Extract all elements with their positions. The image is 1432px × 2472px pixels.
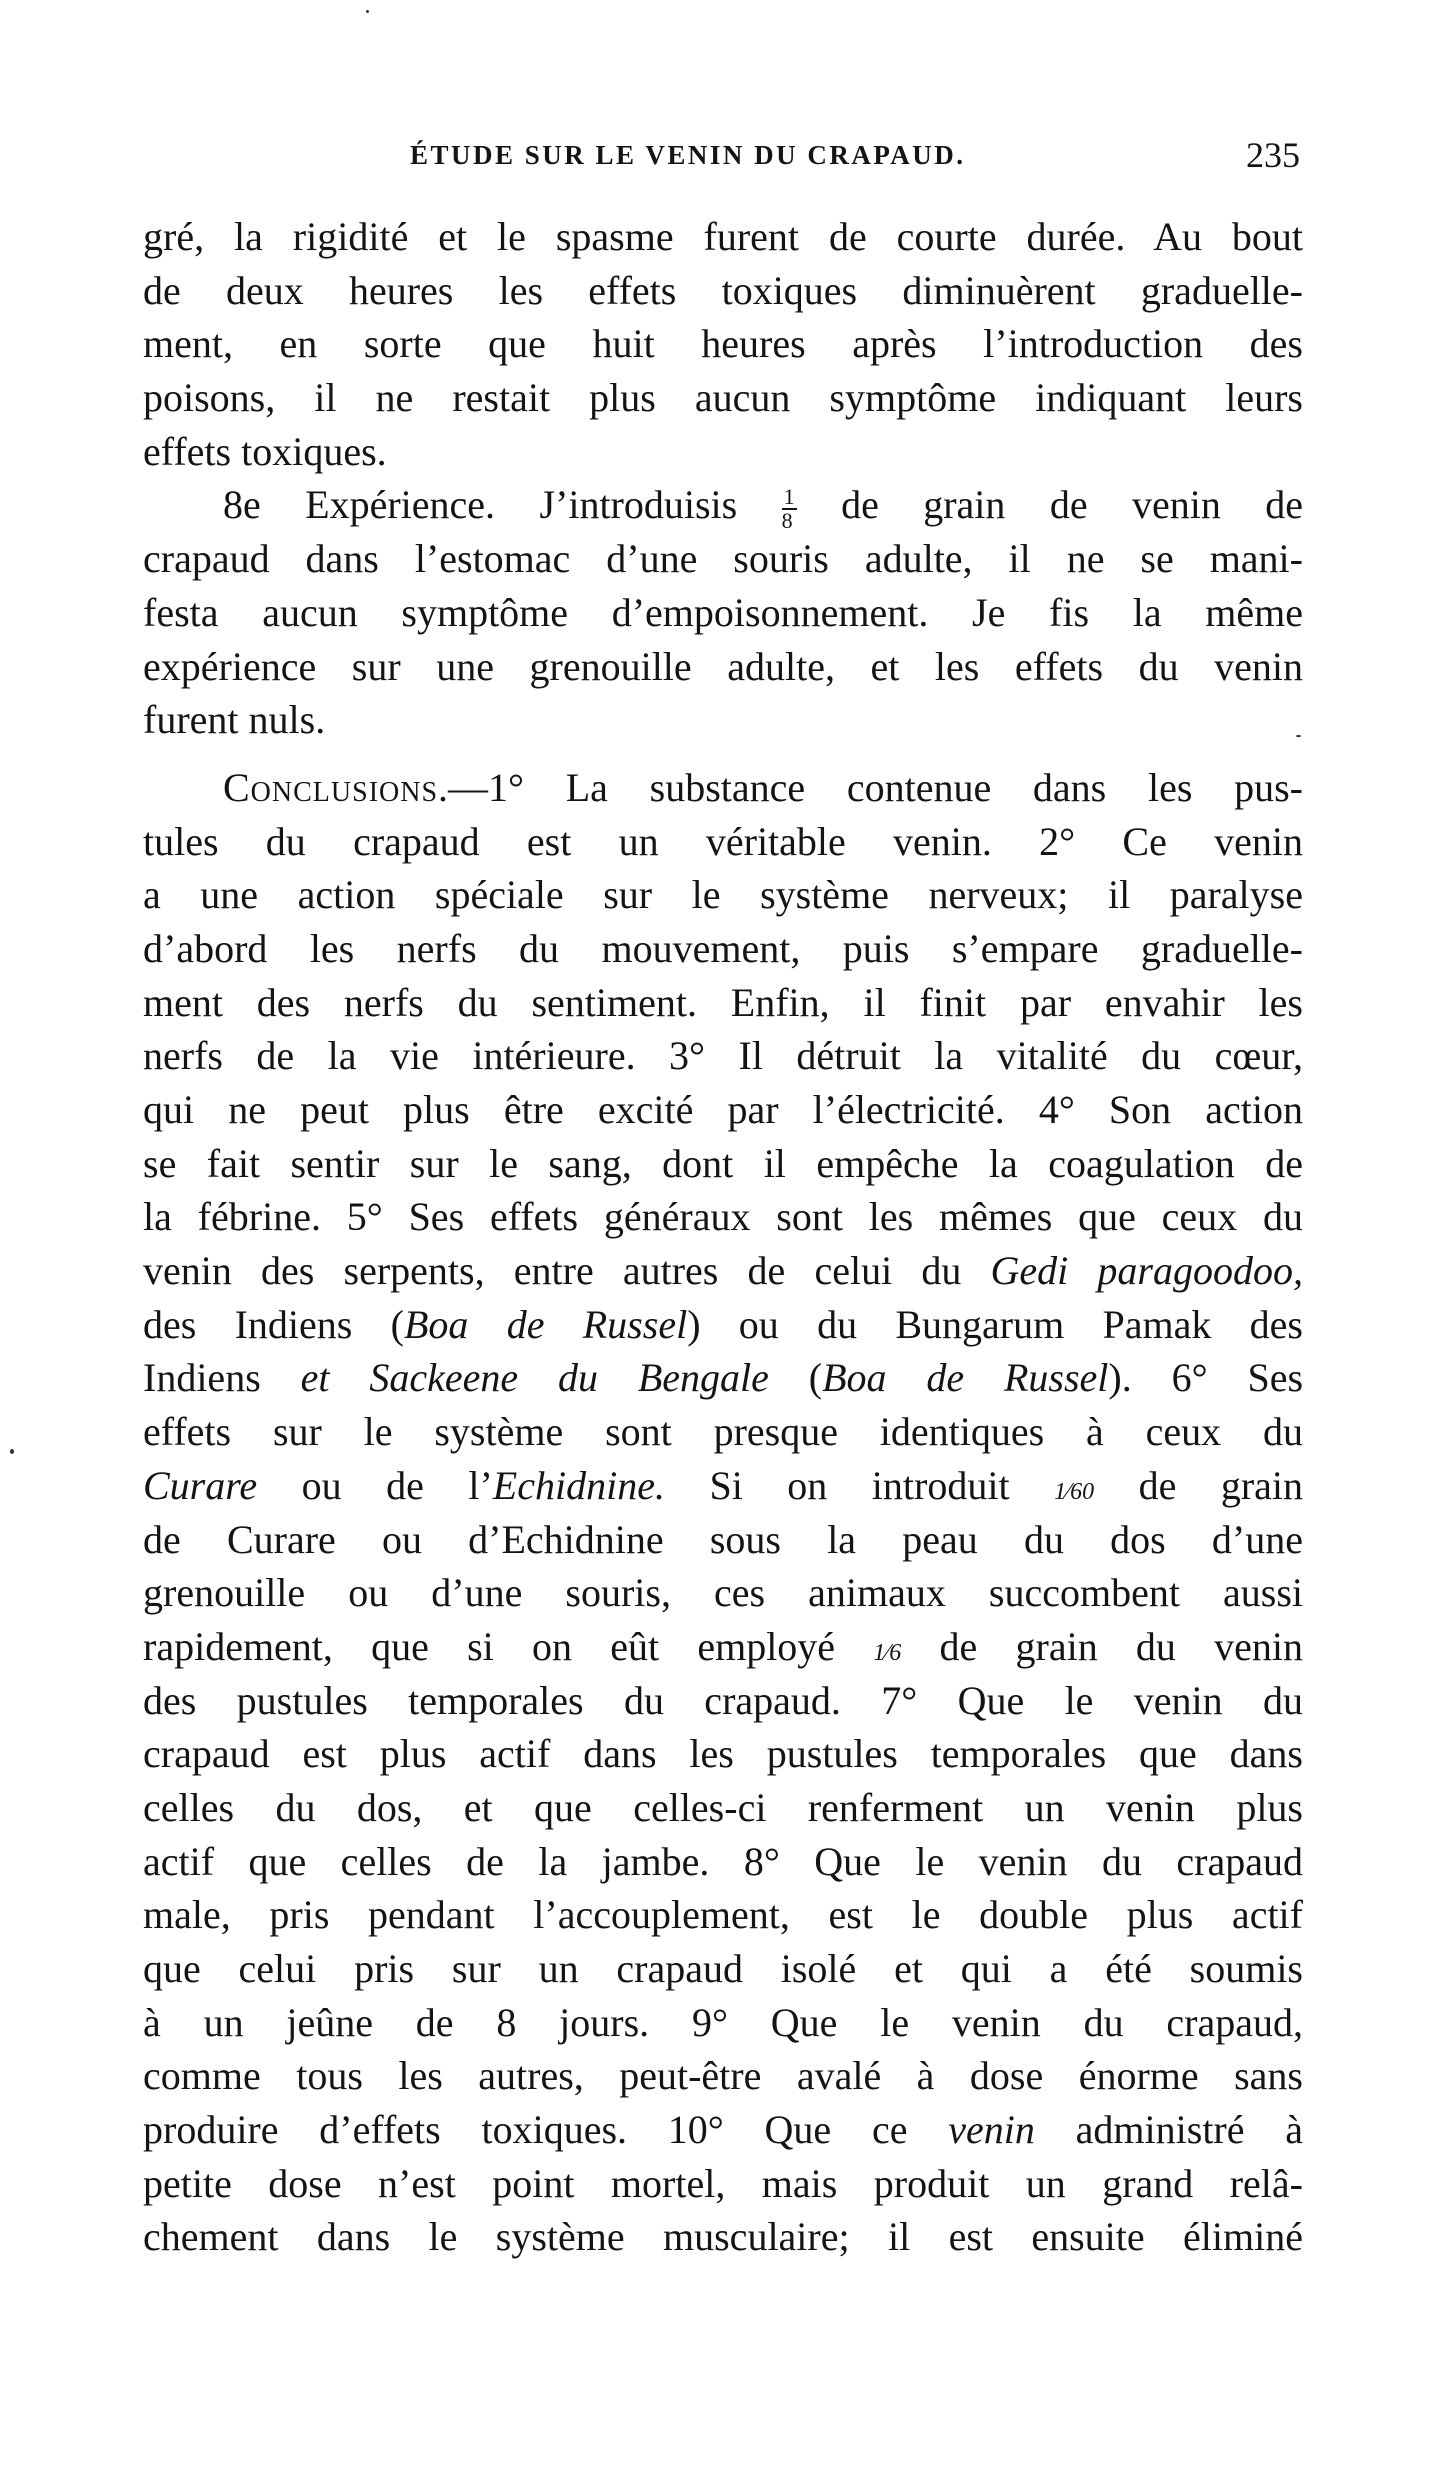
text-span: ( xyxy=(808,1355,823,1401)
paragraph-2 xyxy=(143,478,1303,746)
text-line: de deux heures les effets toxiques diminuèrent graduelle- xyxy=(143,267,1303,313)
text-line: la fébrine. 5° Ses effets généraux sont les mêmes que ceux du xyxy=(143,1194,1303,1240)
text-line: petite dose n’est point mortel, mais produit un grand relâ- xyxy=(143,2160,1303,2206)
text-line: festa aucun symptôme d’empoisonnement. Je fis la même xyxy=(143,589,1303,635)
text-span: produire d’effets toxiques. 10° Que ce xyxy=(143,2107,908,2153)
text-span: des Indiens ( xyxy=(143,1301,404,1347)
text-span: 8e Expérience. J’introduisis xyxy=(223,482,738,528)
page-header xyxy=(410,134,1300,184)
text-line: se fait sentir sur le sang, dont il empêche la coagulation de xyxy=(143,1140,1303,1186)
fraction: 1⁄60 xyxy=(1054,1478,1095,1505)
italic-span: Boa de Russel xyxy=(403,1301,688,1347)
text-line xyxy=(143,478,1303,532)
text-span: de grain de venin de xyxy=(841,482,1303,528)
text-line: actif que celles de la jambe. 8° Que le venin du crapaud xyxy=(143,1838,1303,1884)
text-span: ) ou du Bungarum Pamak des xyxy=(687,1301,1304,1347)
fraction xyxy=(782,486,797,532)
italic-span: Curare xyxy=(143,1462,258,1508)
text-line xyxy=(143,1620,1303,1674)
text-line: celles du dos, et que celles-ci renferment un venin plus xyxy=(143,1784,1303,1830)
text-line: à un jeûne de 8 jours. 9° Que le venin du crapaud, xyxy=(143,1999,1303,2045)
text-span: Indiens xyxy=(143,1355,261,1401)
text-line xyxy=(143,1298,1303,1352)
body-text xyxy=(143,210,1303,2264)
scan-speck xyxy=(366,10,369,13)
text-span: administré à xyxy=(1075,2107,1304,2153)
text-line xyxy=(143,1459,1303,1513)
text-line: crapaud est plus actif dans les pustules temporales que dans xyxy=(143,1731,1303,1777)
text-line xyxy=(143,761,1303,815)
text-span: .—1° La substance contenue dans les pus- xyxy=(438,764,1303,810)
italic-span: Boa de Russel xyxy=(822,1355,1109,1401)
text-line: effets sur le système sont presque identiques à ceux du xyxy=(143,1409,1303,1455)
text-line: de Curare ou d’Echidnine sous la peau du dos d’une xyxy=(143,1516,1303,1562)
text-line: furent nuls. xyxy=(143,697,326,743)
fraction: 1⁄6 xyxy=(873,1639,902,1666)
text-line: des pustules temporales du crapaud. 7° Que le venin du xyxy=(143,1677,1303,1723)
fraction-denominator: 8 xyxy=(781,508,793,534)
text-line: d’abord les nerfs du mouvement, puis s’empare graduelle- xyxy=(143,925,1303,971)
text-span: de grain xyxy=(1138,1462,1304,1508)
running-title: ÉTUDE SUR LE VENIN DU CRAPAUD. xyxy=(410,140,966,170)
text-span: Si on introduit xyxy=(709,1462,1010,1508)
text-line xyxy=(143,1244,1303,1298)
scan-speck xyxy=(10,1449,14,1454)
fraction-numerator: 1 xyxy=(783,484,795,510)
text-line: male, pris pendant l’accouplement, est le double plus actif xyxy=(143,1892,1303,1938)
text-line: effets toxiques. xyxy=(143,428,387,474)
italic-span: Gedi paragoodoo, xyxy=(990,1248,1303,1294)
scan-speck xyxy=(1296,735,1301,737)
text-span: ). 6° Ses xyxy=(1108,1355,1304,1401)
text-line: chement dans le système musculaire; il est ensuite éliminé xyxy=(143,2214,1303,2260)
text-line: qui ne peut plus être excité par l’électricité. 4° Son action xyxy=(143,1087,1303,1132)
page-number: 235 xyxy=(1246,135,1300,175)
text-span: ou de l’ xyxy=(301,1462,493,1508)
section-heading: Conclusions xyxy=(223,764,439,810)
text-line: comme tous les autres, peut-être avalé à dose énorme sans xyxy=(143,2053,1303,2099)
text-line: que celui pris sur un crapaud isolé et qui a été soumis xyxy=(143,1946,1303,1991)
paragraph-1 xyxy=(143,210,1303,478)
text-line: ment des nerfs du sentiment. Enfin, il finit par envahir les xyxy=(143,979,1303,1025)
text-span: venin des serpents, entre autres de celui du xyxy=(143,1248,962,1294)
text-line: gré, la rigidité et le spasme furent de courte durée. Au bout xyxy=(143,214,1303,259)
italic-span: et Sackeene du Bengale xyxy=(300,1355,769,1401)
italic-span: Echidnine. xyxy=(492,1462,665,1508)
text-line: nerfs de la vie intérieure. 3° Il détruit la vitalité du cœur, xyxy=(143,1033,1303,1079)
text-line: tules du crapaud est un véritable venin. 2° Ce venin xyxy=(143,818,1303,864)
paragraph-conclusions xyxy=(143,761,1303,2264)
text-line: crapaud dans l’estomac d’une souris adulte, il ne se mani- xyxy=(143,536,1303,582)
text-line: ment, en sorte que huit heures après l’introduction des xyxy=(143,321,1303,367)
text-span: rapidement, que si on eût employé xyxy=(143,1623,836,1669)
text-line: a une action spéciale sur le système nerveux; il paralyse xyxy=(143,872,1303,918)
italic-span: venin xyxy=(948,2107,1035,2153)
text-line: grenouille ou d’une souris, ces animaux succombent aussi xyxy=(143,1570,1303,1616)
text-line xyxy=(143,2103,1303,2157)
text-line: expérience sur une grenouille adulte, et les effets du venin xyxy=(143,643,1303,689)
text-line xyxy=(143,1351,1303,1405)
paragraph-gap xyxy=(143,747,1303,761)
text-line: poisons, il ne restait plus aucun symptôme indiquant leurs xyxy=(143,375,1303,421)
text-span: de grain du venin xyxy=(939,1623,1304,1669)
